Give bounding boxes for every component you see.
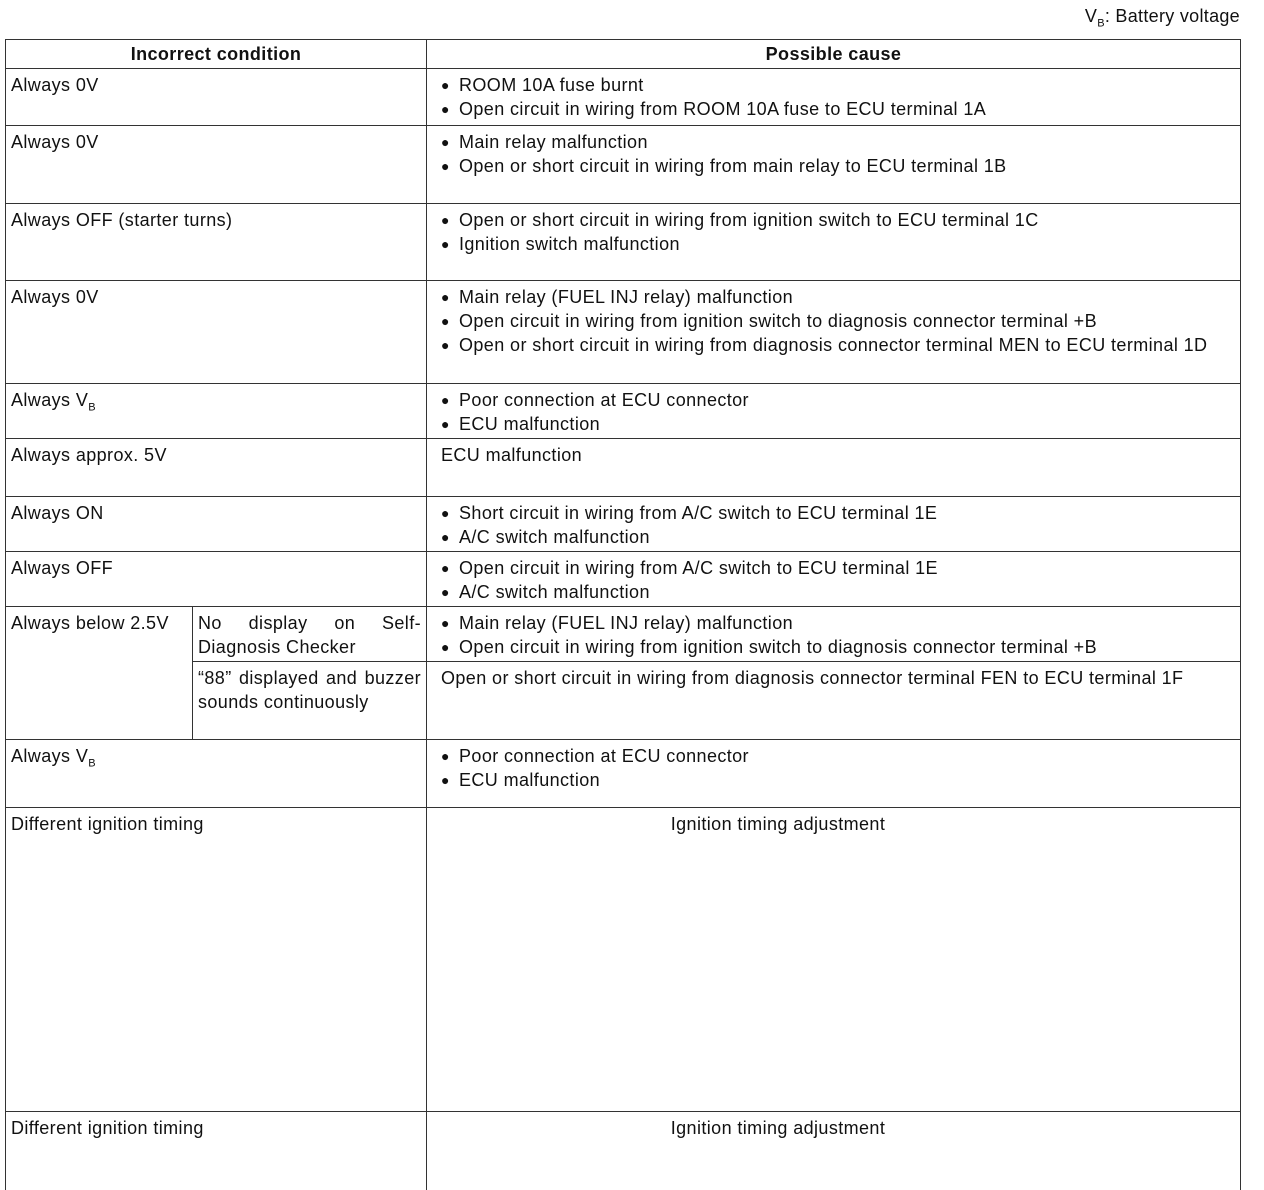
table-row (6, 439, 1241, 497)
condition-cell: Always OFF (starter turns) (6, 204, 427, 281)
condition-sub: B (88, 757, 96, 770)
cause-cell (427, 808, 1241, 1112)
condition-cell: Always 0V (6, 281, 427, 384)
cause-cell (427, 439, 1241, 497)
header-condition: Incorrect condition (6, 40, 427, 69)
cause-item: ● ROOM 10A fuse burnt (441, 73, 1235, 97)
table-row (6, 69, 1241, 126)
cause-text: ECU malfunction (441, 445, 583, 465)
legend-text: : Battery voltage (1104, 6, 1240, 26)
condition-cell: Different ignition timing (6, 1112, 427, 1190)
table-row (6, 126, 1241, 204)
table-row (6, 384, 1241, 439)
cause-text: Open or short circuit in wiring from diagnosis connector terminal FEN to ECU terminal 1F (441, 668, 1184, 688)
cause-item: ● Main relay (FUEL INJ relay) malfunction (441, 611, 1235, 635)
table-row (6, 808, 1241, 1112)
condition-text: Always V (11, 390, 89, 410)
cause-cell (427, 204, 1241, 281)
cause-cell (427, 126, 1241, 204)
cause-item: ● Open circuit in wiring from ignition switch to diagnosis connector terminal +B (441, 309, 1235, 333)
condition-cell: Always 0V (6, 126, 427, 204)
cause-cell (427, 281, 1241, 384)
legend-symbol: V (1084, 6, 1098, 26)
table-row (6, 204, 1241, 281)
condition-cell: Always ON (6, 497, 427, 552)
cause-cell (427, 497, 1241, 552)
cause-item: ● Open or short circuit in wiring from ignition switch to ECU terminal 1C (441, 208, 1235, 232)
table-row (6, 281, 1241, 384)
cause-item: ● Open circuit in wiring from ignition switch to diagnosis connector terminal +B (441, 635, 1235, 659)
cause-cell (427, 740, 1241, 808)
condition-cell: Always below 2.5V (6, 607, 193, 740)
table-row (6, 740, 1241, 808)
cause-cell (427, 662, 1241, 740)
cause-item: ● Short circuit in wiring from A/C switch to ECU terminal 1E (441, 501, 1235, 525)
cause-item: ● A/C switch malfunction (441, 580, 1235, 604)
header-cause: Possible cause (427, 40, 1241, 69)
cause-item: ● Open or short circuit in wiring from main relay to ECU terminal 1B (441, 154, 1235, 178)
legend (1085, 6, 1240, 30)
table-row (6, 497, 1241, 552)
cause-cell (427, 552, 1241, 607)
cause-item: ● Ignition switch malfunction (441, 232, 1235, 256)
cause-cell (427, 607, 1241, 662)
cause-item: ● Open circuit in wiring from A/C switch to ECU terminal 1E (441, 556, 1235, 580)
sub-condition-cell: “88” displayed and buzzer sounds continuously (193, 662, 427, 740)
cause-item: ● ECU malfunction (441, 412, 1235, 436)
cause-item: ● ECU malfunction (441, 768, 1235, 792)
condition-cell (6, 740, 427, 808)
condition-cell: Always approx. 5V (6, 439, 427, 497)
cause-item: ● Open circuit in wiring from ROOM 10A fuse to ECU terminal 1A (441, 97, 1235, 121)
cause-item: ● A/C switch malfunction (441, 525, 1235, 549)
condition-sub: B (88, 401, 96, 414)
table-header (6, 40, 1241, 69)
cause-text: Ignition timing adjustment (670, 1118, 886, 1138)
table-row (6, 552, 1241, 607)
cause-item: ● Open or short circuit in wiring from diagnosis connector terminal MEN to ECU terminal 1D (441, 333, 1235, 357)
diagnosis-table (5, 39, 1241, 1190)
condition-cell (6, 384, 427, 439)
condition-cell: Different ignition timing (6, 808, 427, 1112)
cause-item: ● Main relay malfunction (441, 130, 1235, 154)
cause-cell (427, 384, 1241, 439)
table-row (6, 607, 1241, 662)
cause-item: ● Poor connection at ECU connector (441, 744, 1235, 768)
cause-text: Ignition timing adjustment (670, 814, 886, 834)
condition-cell: Always OFF (6, 552, 427, 607)
cause-item: ● Main relay (FUEL INJ relay) malfunction (441, 285, 1235, 309)
cause-item: ● Poor connection at ECU connector (441, 388, 1235, 412)
cause-cell (427, 69, 1241, 126)
condition-text: Always V (11, 746, 89, 766)
condition-cell: Always 0V (6, 69, 427, 126)
legend-sub: B (1097, 17, 1105, 30)
sub-condition-cell: No display on Self-Diagnosis Checker (193, 607, 427, 662)
